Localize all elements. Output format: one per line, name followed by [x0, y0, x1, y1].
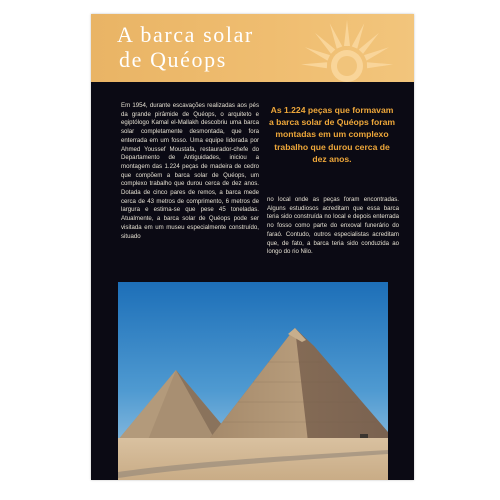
title-line-2: de Quéops: [119, 47, 227, 72]
article-text-left: Em 1954, durante escavações realizadas aos pés da grande pirâmide de Quéops, o arquiteto e egiptólogo Kamal el-Mallakh descobriu uma barca solar completamente desmontada, que fora enterrada em um fosso. Uma equipe liderada por Ahmed Youssef Moustafa, restaurador-chefe do Departamento de Antiguidades, iniciou a montagem das 1.224 peças de madeira de cedro que compõem a barca solar de Quéops, um complexo trabalho que durou cerca de dez anos. Dotada de cinco pares de remos, a barca mede cerca de 43 metros de comprimento, 6 metros de largura e estima-se que pese 45 toneladas. Atualmente, a barca solar de Quéops pode ser visitada em um museu especialmente construído, situado: [121, 102, 259, 240]
title-line-1: A barca solar: [117, 22, 254, 47]
pyramids-photo: [118, 282, 388, 480]
pull-quote: As 1.224 peças que formavam a barca solar de Quéops foram montadas em um complexo trabalho que durou cerca de dez anos.: [268, 105, 396, 164]
article-text-right: no local onde as peças foram encontradas. Alguns estudiosos acreditam que essa barca teria sido construída no local e depois enterrada no fosso como parte do enxoval funerário do faraó. Contudo, outros especialistas acreditam que, de fato, a barca teria sido conduzida ao longo do rio Nilo.: [267, 196, 399, 256]
magazine-page: [91, 14, 414, 480]
sun-icon: [261, 14, 414, 82]
page-header: [91, 14, 414, 82]
